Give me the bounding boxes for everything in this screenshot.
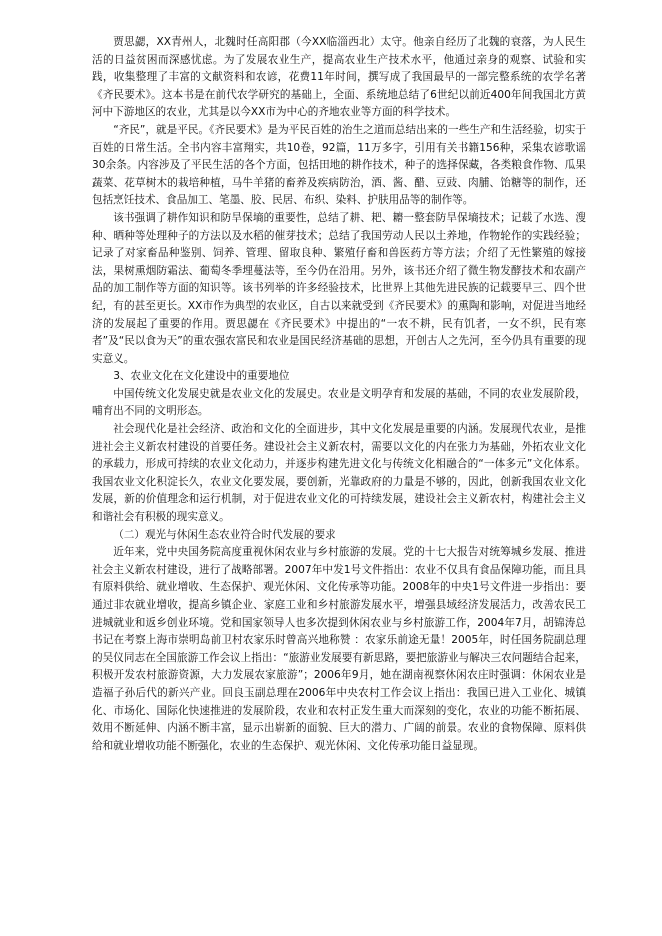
section-heading-agri-culture: 3、农业文化在文化建设中的重要地位 — [113, 370, 290, 383]
paragraph-modernization: 社会现代化是社会经济、政治和文化的全面进步，其中文化发展是重要的内涵。发展现代农业，是推进社会主义新农村建设的首要任务。建设社会主义新农村，需要以文化的内在张力为基础，外拓农业文化的承载力，形成可持续的农业文化动力，并逐步构建先进文化与传统文化相融合的“一体多元”文化体系。我国农业文化积淀长久，农业文化要发展，要创新，光靠政府的力量是不够的，因此，创新我国农业文化发展，新的价值理念和运行机制，对于促进农业文化的可持续发展，建设社会主义新农村，构建社会主义和谐社会有积极的现实意义。 — [92, 423, 586, 524]
paragraph-techniques: 该书强调了耕作知识和防旱保墒的重要性，总结了耕、耙、耱一整套防旱保墒技术；记载了水选、溲种、晒种等处理种子的方法以及水稻的催芽技术；总结了我国劳动人民以土养地，作物轮作的实践经验；记录了对家畜品种鉴别、饲养、管理、留取良种、繁殖仔畜和兽医药方等方法；介绍了无性繁殖的嫁接法，果树熏烟防霜法、葡萄冬季埋蔓法等，至今仍在沿用。另外，该书还介绍了微生物发酵技术和农副产品的加工制作等方面的知识等。该书列举的许多经验技术，比世界上其他先进民族的记载要早三、四个世纪，有的甚至更长。XX市作为典型的农业区，自古以来就受到《齐民要术》的熏陶和影响，对促进当地经济的发展起了重要的作用。贾思勰在《齐民要术》中提出的“一农不耕，民有饥者，一女不织，民有寒者”及“民以食为天”的重农强农富民和农业是国民经济基础的思想，开创古人之先河，至今仍具有重要的现实意义。 — [92, 211, 586, 365]
paragraph-culture-history: 中国传统文化发展史就是农业文化的发展史。农业是文明孕育和发展的基础，不同的农业发展阶段，哺育出不同的文明形态。 — [92, 387, 586, 418]
paragraph-jia-sixie: 贾思勰，XX青州人，北魏时任高阳郡（今XX临淄西北）太守。他亲自经历了北魏的衰落，为人民生活的日益贫困而深感忧虑。为了发展农业生产，提高农业生产技术水平，他通过亲身的观察、试验和实践，收集整理了丰富的文献资料和农谚，花费11年时间，撰写成了我国最早的一部完整系统的农学名著《齐民要术》。这本书是在前代农学研究的基础上，全面、系统地总结了6世纪以前近400年间我国北方黄河中下游地区的农业，尤其是以今XX市为中心的齐地农业等方面的科学技术。 — [92, 36, 586, 119]
paragraph-qimin-meaning: “齐民”，就是平民。《齐民要术》是为平民百姓的治生之道而总结出来的一些生产和生活经验，切实于百姓的日常生活。全书内容丰富翔实，共10卷，92篇，11万多字，引用有关书籍156种，采集农谚歌谣30余条。内容涉及了平民生活的各个方面，包括田地的耕作技术，种子的选择保藏，各类粮食作物、瓜果蔬菜、花草树木的栽培种植，马牛羊猪的畜养及疾病防治，酒、酱、醋、豆豉、肉脯、饴糖等的制作，还包括烹饪技术、食品加工、笔墨、胶、民居、布织、染料、护肤用品等的制作等。 — [92, 123, 586, 207]
section-heading-leisure-agri: （二）观光与休闲生态农业符合时代发展的要求 — [113, 528, 336, 541]
paragraph-policy: 近年来，党中央国务院高度重视休闲农业与乡村旅游的发展。党的十七大报告对统筹城乡发展、推进社会主义新农村建设，进行了战略部署。2007年中发1号文件指出：农业不仅具有食品保障功能，而且具有原料供给、就业增收、生态保护、观光休闲、文化传承等功能。2008年的中央1号文件进一步指出：要通过非农就业增收，提高乡镇企业、家庭工业和乡村旅游发展水平，增强县域经济发展活力，改善农民工进城就业和返乡创业环境。党和国家领导人也多次提到休闲农业与乡村旅游工作，2004年7月，胡锦涛总书记在考察上海市崇明岛前卫村农家乐时曾高兴地称赞 ：农家乐前途无量！2005年，时任国务院副总理的吴仪同志在全国旅游工作会议上指出：“旅游业发展要有新思路，要把旅游业与解决三农问题结合起来，积极开发农村旅游资源，大力发展农家旅游”；2006年9月，她在湖南视察休闲农庄时强调：休闲农业是造福子孙后代的新兴产业。回良玉副总理在2006年中央农村工作会议上指出：我国已进入工业化、城镇化、市场化、国际化快速推进的发展阶段，农业和农村正发生重大而深刻的变化，农业的功能不断拓展、效用不断延伸、内涵不断丰富，显示出崭新的面貌、巨大的潜力、广阔的前景。农业的食物保障、原料供给和就业增收功能不断强化，农业的生态保护、观光休闲、文化传承功能日益显现。 — [92, 546, 586, 752]
document-page — [92, 34, 586, 755]
